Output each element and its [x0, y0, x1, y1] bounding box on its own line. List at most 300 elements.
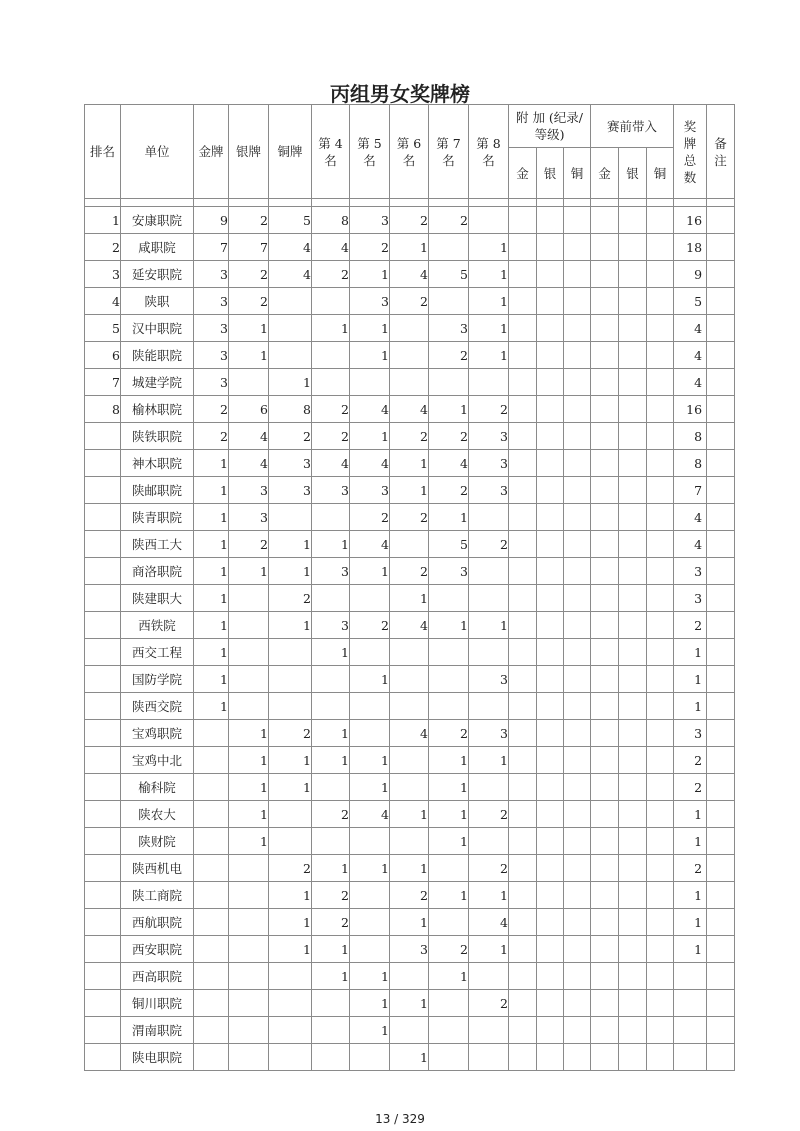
table-row	[85, 531, 735, 558]
rank-cell	[85, 1044, 121, 1071]
place-6-cell	[390, 342, 429, 369]
gold-cell	[194, 990, 229, 1017]
bronze-cell: 2	[269, 423, 312, 450]
carry-gold-cell	[591, 234, 619, 261]
bronze-cell: 3	[269, 477, 312, 504]
extra-bronze-cell	[564, 396, 591, 423]
extra-gold-cell	[509, 963, 537, 990]
header-carry-group: 赛前带入	[591, 105, 674, 148]
gold-cell: 3	[194, 342, 229, 369]
unit-cell: 陕能职院	[121, 342, 194, 369]
bronze-cell: 1	[269, 558, 312, 585]
table-row	[85, 450, 735, 477]
total-cell: 1	[674, 909, 707, 936]
place-5-cell: 2	[350, 612, 390, 639]
place-6-cell: 1	[390, 990, 429, 1017]
place-8-cell	[469, 558, 509, 585]
carry-silver-cell	[619, 288, 647, 315]
rank-cell	[85, 693, 121, 720]
extra-silver-cell	[537, 720, 564, 747]
carry-gold-cell	[591, 909, 619, 936]
header-extra-bronze: 铜	[564, 148, 591, 199]
bronze-cell: 4	[269, 261, 312, 288]
rank-cell	[85, 882, 121, 909]
place-6-cell: 1	[390, 855, 429, 882]
extra-silver-cell	[537, 234, 564, 261]
total-cell: 1	[674, 639, 707, 666]
bronze-cell	[269, 828, 312, 855]
place-7-cell	[429, 1044, 469, 1071]
carry-gold-cell	[591, 531, 619, 558]
carry-bronze-cell	[647, 369, 674, 396]
unit-cell: 渭南职院	[121, 1017, 194, 1044]
carry-gold-cell	[591, 963, 619, 990]
carry-silver-cell	[619, 990, 647, 1017]
carry-gold-cell	[591, 828, 619, 855]
remark-cell	[707, 963, 735, 990]
extra-bronze-cell	[564, 828, 591, 855]
silver-cell: 1	[229, 801, 269, 828]
total-cell	[674, 963, 707, 990]
place-7-cell: 1	[429, 963, 469, 990]
place-5-cell	[350, 639, 390, 666]
unit-cell: 西交工程	[121, 639, 194, 666]
remark-cell	[707, 207, 735, 234]
gold-cell	[194, 963, 229, 990]
gold-cell	[194, 855, 229, 882]
total-cell: 18	[674, 234, 707, 261]
place-7-cell: 1	[429, 396, 469, 423]
carry-silver-cell	[619, 531, 647, 558]
place-7-cell: 1	[429, 747, 469, 774]
unit-cell: 陕西工大	[121, 531, 194, 558]
header-place-6	[390, 105, 429, 199]
extra-gold-cell	[509, 396, 537, 423]
extra-bronze-cell	[564, 504, 591, 531]
extra-gold-cell	[509, 747, 537, 774]
total-cell: 4	[674, 504, 707, 531]
remark-cell	[707, 855, 735, 882]
bronze-cell	[269, 666, 312, 693]
header-unit: 单位	[121, 105, 194, 199]
bronze-cell	[269, 342, 312, 369]
carry-silver-cell	[619, 720, 647, 747]
carry-bronze-cell	[647, 1044, 674, 1071]
rank-cell	[85, 990, 121, 1017]
medal-table	[84, 104, 735, 1071]
table-row	[85, 342, 735, 369]
rank-cell	[85, 801, 121, 828]
header-extra-gold: 金	[509, 148, 537, 199]
carry-silver-cell	[619, 396, 647, 423]
extra-bronze-cell	[564, 1044, 591, 1071]
carry-silver-cell	[619, 504, 647, 531]
bronze-cell: 2	[269, 585, 312, 612]
table-row	[85, 936, 735, 963]
place-4-cell	[312, 1044, 350, 1071]
place-5-cell	[350, 1044, 390, 1071]
extra-gold-cell	[509, 990, 537, 1017]
place-7-cell: 3	[429, 558, 469, 585]
place-7-cell: 2	[429, 720, 469, 747]
carry-bronze-cell	[647, 747, 674, 774]
extra-bronze-cell	[564, 288, 591, 315]
table-row	[85, 369, 735, 396]
extra-silver-cell	[537, 477, 564, 504]
header-carry-gold: 金	[591, 148, 619, 199]
place-7-cell: 5	[429, 531, 469, 558]
place-4-cell	[312, 828, 350, 855]
place-8-cell: 1	[469, 882, 509, 909]
gold-cell: 1	[194, 639, 229, 666]
extra-gold-cell	[509, 558, 537, 585]
carry-gold-cell	[591, 342, 619, 369]
rank-cell	[85, 909, 121, 936]
carry-bronze-cell	[647, 612, 674, 639]
place-5-cell: 1	[350, 315, 390, 342]
unit-cell: 陕铁职院	[121, 423, 194, 450]
unit-cell: 陕西机电	[121, 855, 194, 882]
table-row	[85, 288, 735, 315]
header-bronze: 铜牌	[269, 105, 312, 199]
place-6-cell: 4	[390, 261, 429, 288]
place-4-cell: 4	[312, 450, 350, 477]
place-5-cell	[350, 693, 390, 720]
extra-silver-cell	[537, 396, 564, 423]
table-row	[85, 693, 735, 720]
bronze-cell: 2	[269, 855, 312, 882]
unit-cell: 延安职院	[121, 261, 194, 288]
place-8-cell	[469, 774, 509, 801]
silver-cell	[229, 882, 269, 909]
bronze-cell: 4	[269, 234, 312, 261]
unit-cell: 榆林职院	[121, 396, 194, 423]
extra-silver-cell	[537, 450, 564, 477]
place-4-cell	[312, 369, 350, 396]
unit-cell: 商洛职院	[121, 558, 194, 585]
remark-cell	[707, 666, 735, 693]
unit-cell: 宝鸡职院	[121, 720, 194, 747]
gold-cell: 3	[194, 369, 229, 396]
place-8-cell	[469, 504, 509, 531]
rank-cell	[85, 963, 121, 990]
rank-cell	[85, 477, 121, 504]
carry-gold-cell	[591, 747, 619, 774]
gold-cell: 1	[194, 693, 229, 720]
carry-silver-cell	[619, 882, 647, 909]
total-cell: 16	[674, 396, 707, 423]
place-7-cell: 5	[429, 261, 469, 288]
total-cell: 8	[674, 450, 707, 477]
gold-cell: 1	[194, 477, 229, 504]
extra-bronze-cell	[564, 855, 591, 882]
silver-cell: 4	[229, 423, 269, 450]
carry-silver-cell	[619, 315, 647, 342]
silver-cell	[229, 936, 269, 963]
carry-bronze-cell	[647, 234, 674, 261]
remark-cell	[707, 558, 735, 585]
remark-cell	[707, 234, 735, 261]
extra-gold-cell	[509, 774, 537, 801]
place-5-cell	[350, 369, 390, 396]
extra-bronze-cell	[564, 531, 591, 558]
place-6-cell: 3	[390, 936, 429, 963]
gold-cell	[194, 936, 229, 963]
place-6-cell	[390, 639, 429, 666]
extra-silver-cell	[537, 639, 564, 666]
carry-gold-cell	[591, 450, 619, 477]
place-4-cell: 3	[312, 612, 350, 639]
place-8-cell	[469, 1017, 509, 1044]
place-8-cell: 1	[469, 342, 509, 369]
remark-cell	[707, 369, 735, 396]
extra-gold-cell	[509, 477, 537, 504]
bronze-cell: 1	[269, 909, 312, 936]
carry-silver-cell	[619, 801, 647, 828]
gold-cell: 3	[194, 261, 229, 288]
table-header	[85, 105, 735, 199]
extra-bronze-cell	[564, 909, 591, 936]
extra-silver-cell	[537, 936, 564, 963]
place-6-cell: 1	[390, 477, 429, 504]
carry-bronze-cell	[647, 558, 674, 585]
carry-bronze-cell	[647, 396, 674, 423]
place-7-cell: 2	[429, 207, 469, 234]
place-5-cell: 1	[350, 855, 390, 882]
place-7-cell	[429, 666, 469, 693]
gold-cell: 1	[194, 531, 229, 558]
place-8-cell	[469, 585, 509, 612]
extra-bronze-cell	[564, 477, 591, 504]
silver-cell	[229, 855, 269, 882]
gold-cell: 2	[194, 423, 229, 450]
gold-cell: 3	[194, 315, 229, 342]
remark-cell	[707, 315, 735, 342]
total-cell: 1	[674, 693, 707, 720]
unit-cell: 西铁院	[121, 612, 194, 639]
place-4-cell	[312, 342, 350, 369]
silver-cell: 2	[229, 531, 269, 558]
extra-gold-cell	[509, 639, 537, 666]
bronze-cell	[269, 639, 312, 666]
extra-gold-cell	[509, 612, 537, 639]
extra-gold-cell	[509, 261, 537, 288]
place-8-cell: 3	[469, 477, 509, 504]
extra-bronze-cell	[564, 1017, 591, 1044]
bronze-cell: 1	[269, 774, 312, 801]
place-8-cell: 2	[469, 396, 509, 423]
silver-cell: 1	[229, 774, 269, 801]
table-row	[85, 774, 735, 801]
total-cell: 3	[674, 585, 707, 612]
rank-cell	[85, 558, 121, 585]
extra-silver-cell	[537, 882, 564, 909]
place-4-cell: 3	[312, 558, 350, 585]
place-7-cell: 1	[429, 828, 469, 855]
extra-gold-cell	[509, 936, 537, 963]
place-5-cell: 2	[350, 234, 390, 261]
total-cell: 4	[674, 531, 707, 558]
header-place-5	[350, 105, 390, 199]
place-7-cell	[429, 909, 469, 936]
place-8-cell	[469, 693, 509, 720]
rank-cell	[85, 504, 121, 531]
place-5-cell: 1	[350, 1017, 390, 1044]
extra-silver-cell	[537, 315, 564, 342]
carry-silver-cell	[619, 558, 647, 585]
carry-gold-cell	[591, 693, 619, 720]
remark-cell	[707, 801, 735, 828]
place-4-cell: 2	[312, 423, 350, 450]
place-4-cell: 1	[312, 720, 350, 747]
silver-cell	[229, 963, 269, 990]
place-7-cell	[429, 288, 469, 315]
extra-bronze-cell	[564, 666, 591, 693]
place-8-cell: 1	[469, 936, 509, 963]
carry-bronze-cell	[647, 1017, 674, 1044]
extra-silver-cell	[537, 1017, 564, 1044]
unit-cell: 神木职院	[121, 450, 194, 477]
extra-bronze-cell	[564, 315, 591, 342]
carry-bronze-cell	[647, 720, 674, 747]
rank-cell	[85, 666, 121, 693]
place-7-cell	[429, 234, 469, 261]
table-row	[85, 396, 735, 423]
extra-bronze-cell	[564, 423, 591, 450]
bronze-cell	[269, 990, 312, 1017]
remark-cell	[707, 531, 735, 558]
table-row	[85, 504, 735, 531]
carry-bronze-cell	[647, 801, 674, 828]
rank-cell	[85, 1017, 121, 1044]
carry-bronze-cell	[647, 585, 674, 612]
place-6-cell	[390, 963, 429, 990]
carry-gold-cell	[591, 261, 619, 288]
carry-gold-cell	[591, 288, 619, 315]
silver-cell: 1	[229, 747, 269, 774]
table-row	[85, 207, 735, 234]
place-5-cell: 4	[350, 531, 390, 558]
silver-cell	[229, 666, 269, 693]
rank-cell	[85, 612, 121, 639]
gold-cell: 2	[194, 396, 229, 423]
carry-bronze-cell	[647, 288, 674, 315]
table-body	[85, 199, 735, 1071]
page-title: 丙组男女奖牌榜	[330, 82, 470, 106]
extra-silver-cell	[537, 747, 564, 774]
place-4-cell: 1	[312, 315, 350, 342]
carry-gold-cell	[591, 1044, 619, 1071]
carry-gold-cell	[591, 504, 619, 531]
carry-gold-cell	[591, 558, 619, 585]
remark-cell	[707, 693, 735, 720]
rank-cell	[85, 720, 121, 747]
bronze-cell	[269, 1017, 312, 1044]
carry-gold-cell	[591, 369, 619, 396]
carry-bronze-cell	[647, 342, 674, 369]
header-place-7-label: 第 7 名	[436, 135, 461, 168]
carry-bronze-cell	[647, 855, 674, 882]
extra-bronze-cell	[564, 720, 591, 747]
place-8-cell: 3	[469, 720, 509, 747]
carry-bronze-cell	[647, 504, 674, 531]
carry-gold-cell	[591, 1017, 619, 1044]
place-4-cell	[312, 693, 350, 720]
place-6-cell: 4	[390, 396, 429, 423]
place-8-cell: 2	[469, 990, 509, 1017]
bronze-cell: 1	[269, 936, 312, 963]
header-carry-bronze: 铜	[647, 148, 674, 199]
unit-cell: 宝鸡中北	[121, 747, 194, 774]
carry-silver-cell	[619, 666, 647, 693]
extra-bronze-cell	[564, 693, 591, 720]
silver-cell: 4	[229, 450, 269, 477]
spacer-row	[85, 199, 735, 207]
gold-cell: 9	[194, 207, 229, 234]
place-7-cell: 2	[429, 477, 469, 504]
total-cell: 9	[674, 261, 707, 288]
remark-cell	[707, 882, 735, 909]
extra-gold-cell	[509, 531, 537, 558]
silver-cell: 2	[229, 261, 269, 288]
silver-cell	[229, 612, 269, 639]
carry-silver-cell	[619, 909, 647, 936]
table-row	[85, 909, 735, 936]
place-5-cell: 3	[350, 477, 390, 504]
remark-cell	[707, 288, 735, 315]
total-cell: 8	[674, 423, 707, 450]
unit-cell: 铜川职院	[121, 990, 194, 1017]
total-cell: 1	[674, 801, 707, 828]
extra-gold-cell	[509, 909, 537, 936]
carry-gold-cell	[591, 936, 619, 963]
total-cell: 4	[674, 315, 707, 342]
header-extra-label: 附 加 (纪录/等级)	[515, 110, 584, 142]
extra-bronze-cell	[564, 963, 591, 990]
extra-gold-cell	[509, 882, 537, 909]
place-4-cell	[312, 288, 350, 315]
extra-bronze-cell	[564, 612, 591, 639]
rank-cell	[85, 855, 121, 882]
carry-silver-cell	[619, 1044, 647, 1071]
rank-cell	[85, 774, 121, 801]
place-7-cell: 2	[429, 936, 469, 963]
place-5-cell: 2	[350, 504, 390, 531]
place-6-cell: 1	[390, 585, 429, 612]
extra-gold-cell	[509, 801, 537, 828]
total-cell	[674, 1017, 707, 1044]
place-8-cell: 1	[469, 315, 509, 342]
total-cell: 1	[674, 936, 707, 963]
place-4-cell: 2	[312, 909, 350, 936]
place-5-cell: 1	[350, 423, 390, 450]
gold-cell	[194, 909, 229, 936]
place-8-cell: 1	[469, 261, 509, 288]
place-4-cell: 3	[312, 477, 350, 504]
place-5-cell: 3	[350, 207, 390, 234]
remark-cell	[707, 639, 735, 666]
total-cell: 7	[674, 477, 707, 504]
extra-silver-cell	[537, 990, 564, 1017]
place-4-cell: 1	[312, 747, 350, 774]
silver-cell: 1	[229, 558, 269, 585]
place-8-cell: 3	[469, 423, 509, 450]
carry-gold-cell	[591, 207, 619, 234]
extra-silver-cell	[537, 342, 564, 369]
extra-silver-cell	[537, 774, 564, 801]
place-4-cell: 1	[312, 855, 350, 882]
carry-bronze-cell	[647, 909, 674, 936]
